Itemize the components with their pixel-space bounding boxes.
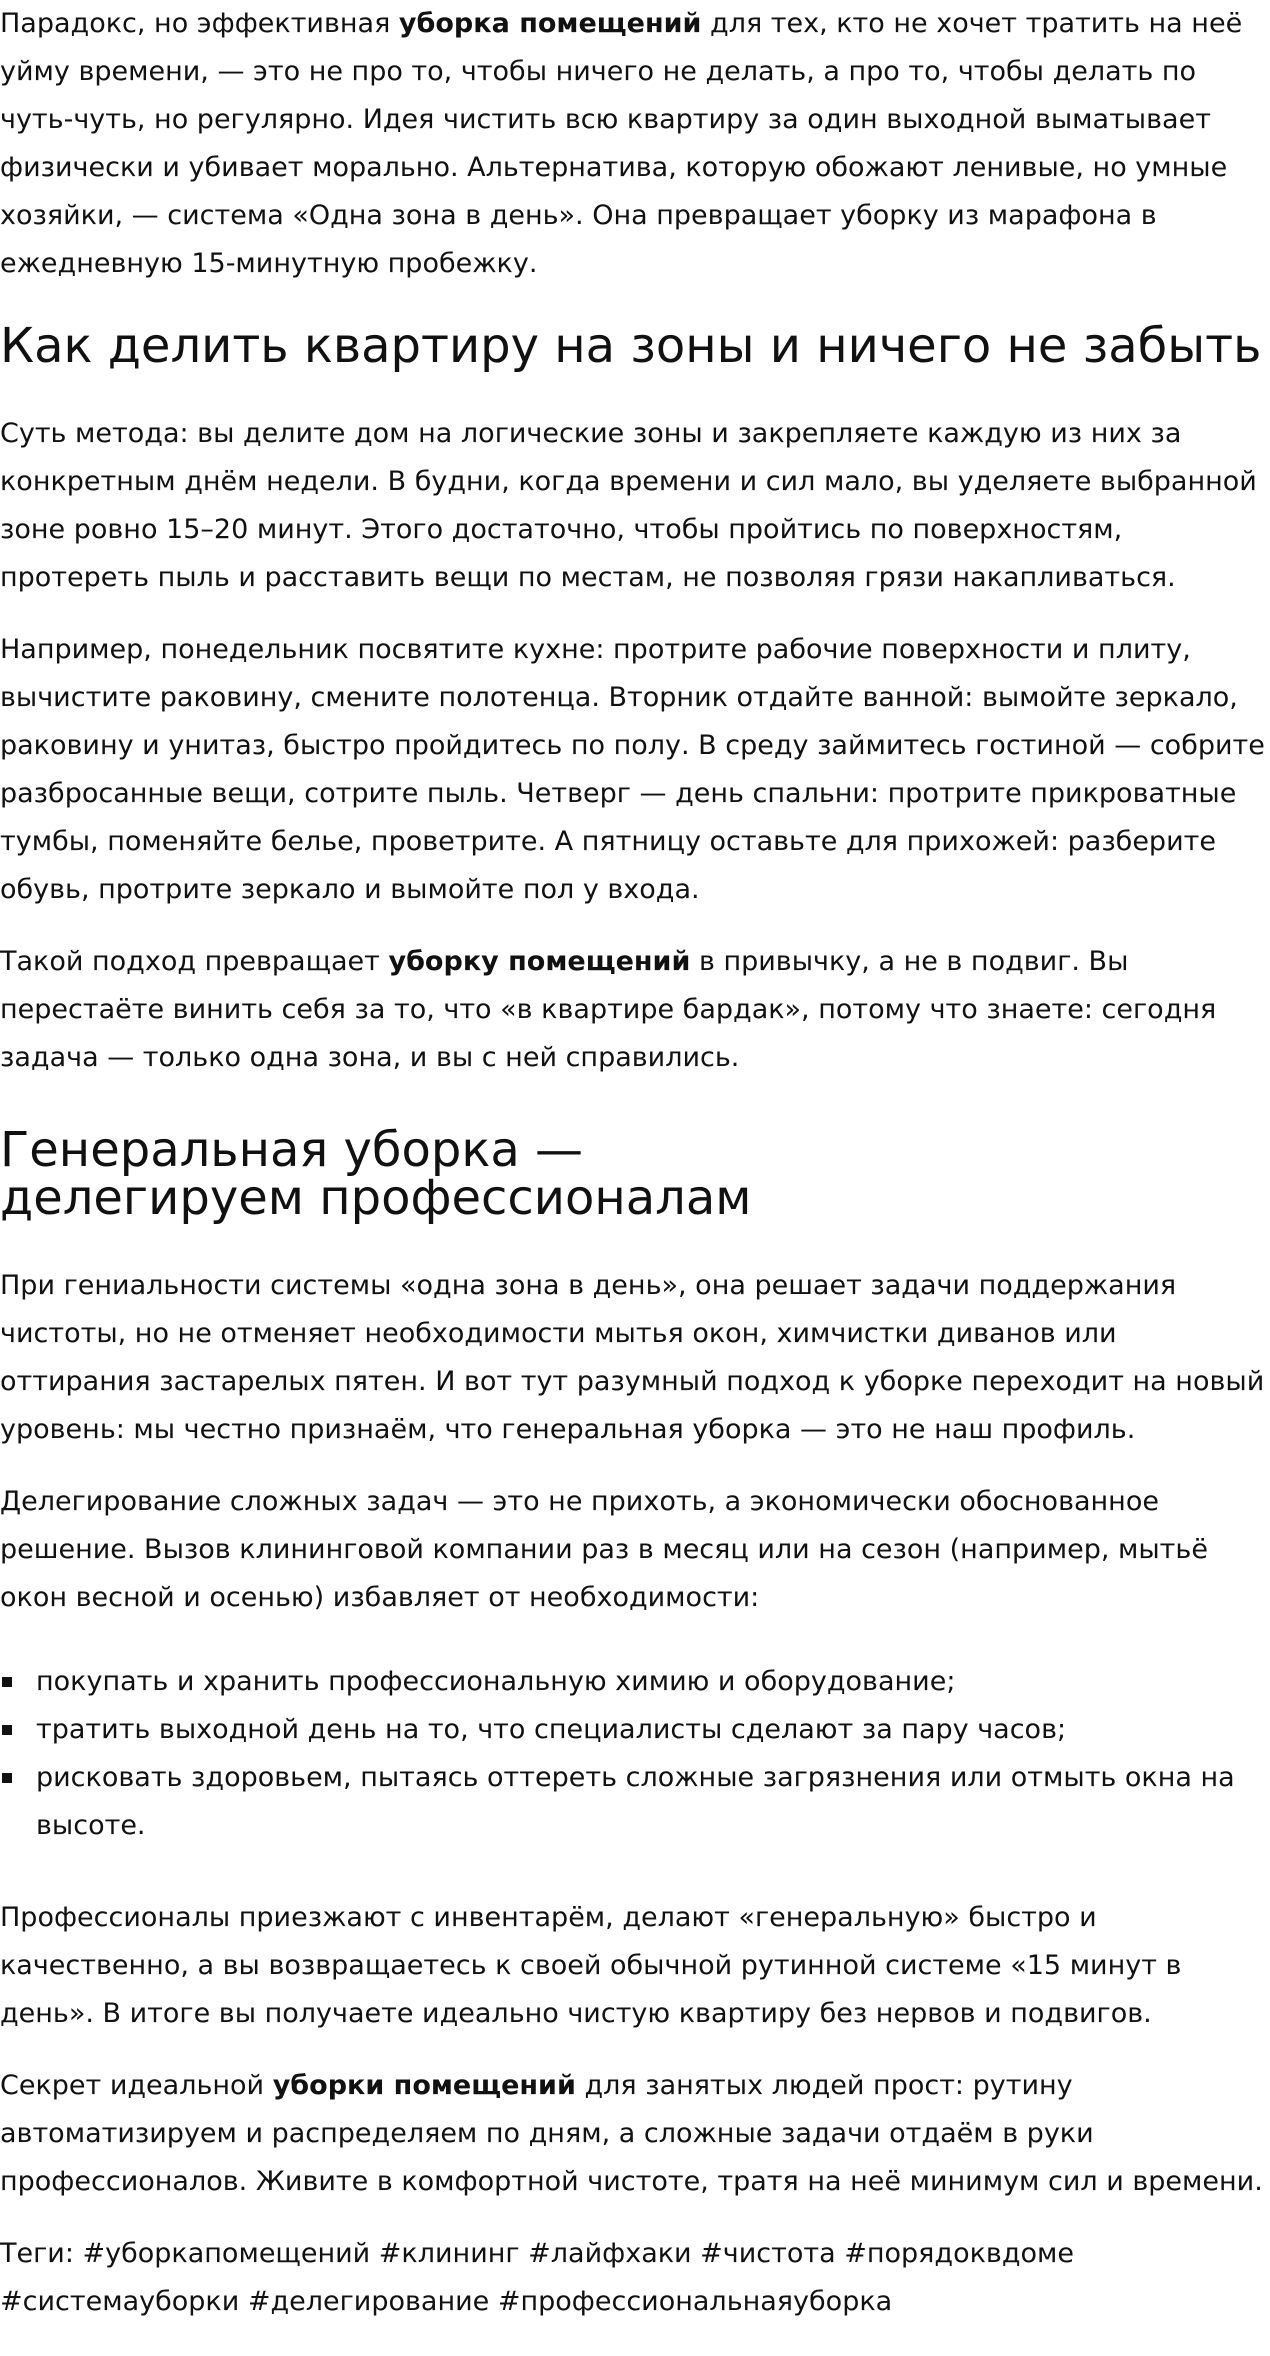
- delegation-paragraph-3: Профессионалы приезжают с инвентарём, делают «генеральную» быстро и качественно, а вы возвращаетесь к своей обычной рутинной системе «15 минут в день». В итоге вы получаете идеально чистую квартиру без нервов и подвигов.: [0, 1902, 1182, 2029]
- section-heading-zones: Как делить квартиру на зоны и ничего не забыть: [0, 318, 1262, 374]
- delegation-p4-lead: Секрет идеальной: [0, 2070, 273, 2101]
- tags-line: Теги: #уборкапомещений #клининг #лайфхаки #чистота #порядоквдоме #системауборки #делегирование #профессиональнаяуборка: [0, 2238, 1075, 2317]
- intro-rest: для тех, кто не хочет тратить на неё уйму времени, — это не про то, чтобы ничего не делать, а про то, чтобы делать по чуть-чуть, но регулярно. Идея чистить всю квартиру за один выходной выматывает физически и убивает морально. Альтернатива, которую обожают ленивые, но умные хозяйки, — система «Одна зона в день». Она превращает уборку из марафона в ежедневную 15-минутную пробежку.: [0, 8, 1243, 279]
- intro-lead: Парадокс, но эффективная: [0, 8, 399, 39]
- delegation-p4-bold-keyword: уборки помещений: [272, 2070, 576, 2101]
- zones-paragraph-2: Например, понедельник посвятите кухне: протрите рабочие поверхности и плиту, вычистите раковину, смените полотенца. Вторник отдайте ванной: вымойте зеркало, раковину и унитаз, быстро пройдитесь по полу. В среду займитесь гостиной — собрите разбросанные вещи, сотрите пыль. Четверг — день спальни: протрите прикроватные тумбы, поменяйте белье, проветрите. А пятницу оставьте для прихожей: разберите обувь, протрите зеркало и вымойте пол у входа.: [0, 634, 1265, 905]
- delegation-paragraph-1: При гениальности системы «одна зона в день», она решает задачи поддержания чистоты, но не отменяет необходимости мытья окон, химчистки диванов или оттирания застарелых пятен. И вот тут разумный подход к уборке переходит на новый уровень: мы честно признаём, что генеральная уборка — это не наш профиль.: [0, 1270, 1265, 1445]
- delegation-benefits-list: [0, 1658, 1266, 1850]
- zones-p3-lead: Такой подход превращает: [0, 946, 389, 977]
- list-item: тратить выходной день на то, что специалисты сделают за пару часов;: [0, 1706, 1266, 1754]
- list-item: рисковать здоровьем, пытаясь оттереть сложные загрязнения или отмыть окна на высоте.: [0, 1754, 1266, 1850]
- zones-paragraph-1: Суть метода: вы делите дом на логические зоны и закрепляете каждую из них за конкретным днём недели. В будни, когда времени и сил мало, вы уделяете выбранной зоне ровно 15–20 минут. Этого достаточно, чтобы пройтись по поверхностям, протереть пыль и расставить вещи по местам, не позволяя грязи накапливаться.: [0, 418, 1257, 593]
- list-item: покупать и хранить профессиональную химию и оборудование;: [0, 1658, 1266, 1706]
- zones-paragraph-3: [0, 938, 1266, 1082]
- delegation-paragraph-4: [0, 2062, 1266, 2206]
- delegation-p4-rest: для занятых людей прост: рутину автоматизируем и распределяем по дням, а сложные задачи отдаём в руки профессионалов. Живите в комфортной чистоте, тратя на неё минимум сил и времени.: [0, 2070, 1263, 2197]
- intro-paragraph: [0, 0, 1266, 288]
- zones-p3-rest: в привычку, а не в подвиг. Вы перестаёте винить себя за то, что «в квартире бардак», потому что знаете: сегодня задача — только одна зона, и вы с ней справились.: [0, 946, 1217, 1073]
- zones-p3-bold-keyword: уборку помещений: [388, 946, 691, 977]
- section-heading-delegation: Генеральная уборка — делегируем профессионалам: [0, 1122, 752, 1226]
- intro-bold-keyword: уборка помещений: [398, 8, 702, 39]
- delegation-paragraph-2: Делегирование сложных задач — это не прихоть, а экономически обоснованное решение. Вызов клининговой компании раз в месяц или на сезон (например, мытьё окон весной и осенью) избавляет от необходимости:: [0, 1486, 1208, 1613]
